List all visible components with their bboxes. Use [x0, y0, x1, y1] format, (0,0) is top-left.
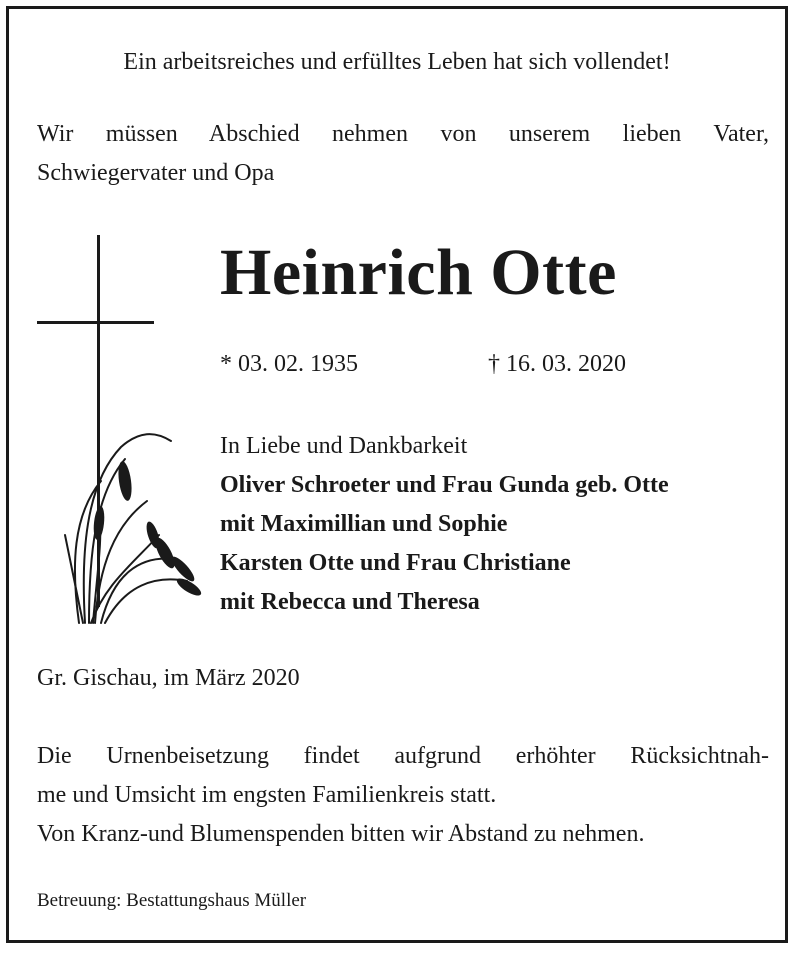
mourner-line: mit Maximillian und Sophie [220, 511, 508, 537]
death-date: † 16. 03. 2020 [488, 351, 626, 377]
notice-line-3: Von Kranz-und Blumenspenden bitten wir Abstand zu nehmen. [37, 821, 645, 847]
notice-line-1: Die Urnenbeisetzung findet aufgrund erhöhter Rücksichtnah- [37, 743, 769, 769]
birth-date: * 03. 02. 1935 [220, 351, 358, 377]
notice-line-2: me und Umsicht im engsten Familienkreis statt. [37, 782, 497, 808]
place-date: Gr. Gischau, im März 2020 [37, 665, 300, 691]
mourners-intro: In Liebe und Dankbarkeit [220, 433, 468, 459]
intro-line: Ein arbeitsreiches und erfülltes Leben hat sich vollendet! [123, 49, 671, 75]
mourner-line: mit Rebecca und Theresa [220, 589, 480, 615]
deceased-name: Heinrich Otte [220, 236, 617, 309]
obituary-notice [6, 6, 788, 943]
mourner-line: Oliver Schroeter und Frau Gunda geb. Otte [220, 472, 669, 498]
farewell-line-1: Wir müssen Abschied nehmen von unserem lieben Vater, [37, 121, 769, 147]
care-note: Betreuung: Bestattungshaus Müller [37, 890, 307, 911]
farewell-line-2: Schwiegervater und Opa [37, 160, 275, 186]
cross-with-grain-icon [35, 235, 205, 627]
mourner-line: Karsten Otte und Frau Christiane [220, 550, 571, 576]
